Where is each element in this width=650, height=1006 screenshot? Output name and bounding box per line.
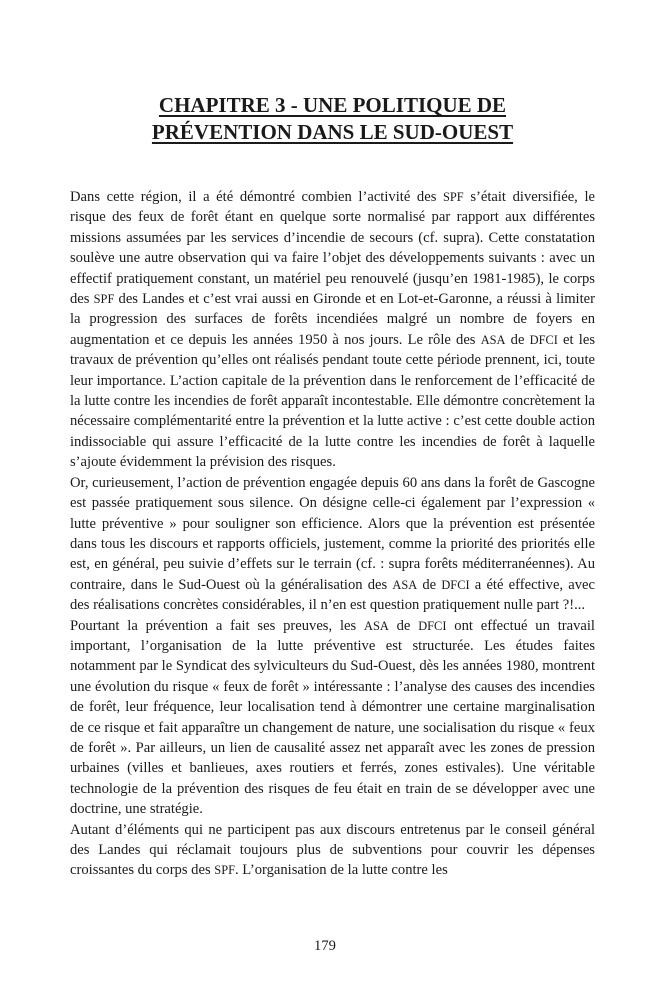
paragraph-2 — [70, 473, 595, 616]
body-text — [70, 187, 595, 881]
text-run: Pourtant la prévention a fait ses preuves, les — [70, 617, 364, 634]
acronym: DFCI — [441, 577, 470, 592]
acronym: ASA — [480, 332, 506, 347]
paragraph-3 — [70, 616, 595, 820]
chapter-title — [70, 0, 595, 146]
text-run: de — [388, 617, 419, 634]
text-run: Autant d’éléments qui ne participent pas aux discours entretenus par le conseil général des Landes qui réclamait toujours plus de subventions pour couvrir les dépenses croissantes du corps des — [70, 821, 595, 879]
acronym: ASA — [364, 618, 389, 633]
chapter-title-line-2: PRÉVENTION DANS LE SUD-OUEST — [151, 120, 514, 144]
text-run: . L’organisation de la lutte contre les — [234, 862, 448, 879]
acronym: SPF — [443, 190, 464, 204]
text-run: de — [417, 576, 442, 593]
chapter-title-line-1: CHAPITRE 3 - UNE POLITIQUE DE — [158, 93, 507, 117]
acronym: SPF — [214, 863, 235, 878]
paragraph-4 — [70, 820, 595, 881]
text-run: des Landes et c’est vrai aussi en Gironde et en Lot-et-Garonne, a réussi à limiter la progression des surfaces de forêts incendiées malgré un nombre de foyers en augmentation et ce depuis les années 1950 à nos jours. Le rôle des — [70, 291, 595, 348]
acronym: DFCI — [529, 332, 558, 347]
acronym: DFCI — [418, 618, 447, 633]
text-run: Dans cette région, il a été démontré combien l’activité des — [70, 189, 443, 205]
text-run: de — [505, 331, 530, 348]
text-run: a été effective, avec des réalisations concrètes considérables, il n’en est question pratiquement nulle part ?!... — [70, 576, 596, 614]
page-number: 179 — [314, 938, 336, 954]
text-run: ont effectué un travail important, l’organisation de la lutte préventive est structurée. Les études faites notamment par le Syndicat des sylviculteurs du Sud-Ouest, dès les années 1980, montrent une évolution du risque « feux de forêt » intéressante : l’analyse des causes des incendies de forêt, leur fréquence, leur localisation tend à démontrer une certaine marginalisation de ce risque et fait apparaître un changement de nature, une socialisation du risque « feux de forêt ». Par ailleurs, un lien de causalité assez net apparaît avec les zones de pression urbaines (villes et banlieues, axes routiers et ferrés, zones estivales). Une véritable technologie de la prévention des risques de feu était en train de se développer avec une doctrine, une stratégie. — [70, 617, 595, 818]
text-run: Or, curieusement, l’action de prévention engagée depuis 60 ans dans la forêt de Gascogne est passée pratiquement sous silence. On désigne celle-ci également par l’expression « lutte préventive » pour souligner son efficience. Alors que la prévention est présentée dans tous les discours et rapports officiels, justement, comme la priorité des priorités elle est, en général, peu suivie d’effets sur le terrain (cf. : supra forêts méditerranéennes). Au contraire, dans le Sud-Ouest où la généralisation des — [70, 474, 595, 593]
text-run: et les travaux de prévention qu’elles ont réalisés pendant toute cette période prennent, ici, toute leur importance. L’action capitale de la prévention dans le renforcement de l’efficacité de la lutte contre les incendies de forêt apparaît incontestable. Elle démontre concrètement la nécessaire complémentarité entre la prévention et la lutte active : c’est cette double action indissociable qui assure l’efficacité de la lutte contre les incendies de forêt à laquelle s’ajoute évidemment la prévision des risques. — [70, 331, 595, 471]
text-run: s’était diversifiée, le risque des feux de forêt étant en quelque sorte normalisé par rapport aux différentes missions assumées par les services d’incendie de secours (cf. supra). Cette constatation soulève une autre observation qui va faire l’objet des développements suivants : avec un effectif pratiquement constant, un matériel peu renouvelé (jusqu’en 1981-1985), le corps des — [70, 189, 595, 308]
acronym: ASA — [392, 577, 418, 592]
paragraph-1 — [70, 187, 595, 473]
acronym: SPF — [93, 292, 115, 307]
